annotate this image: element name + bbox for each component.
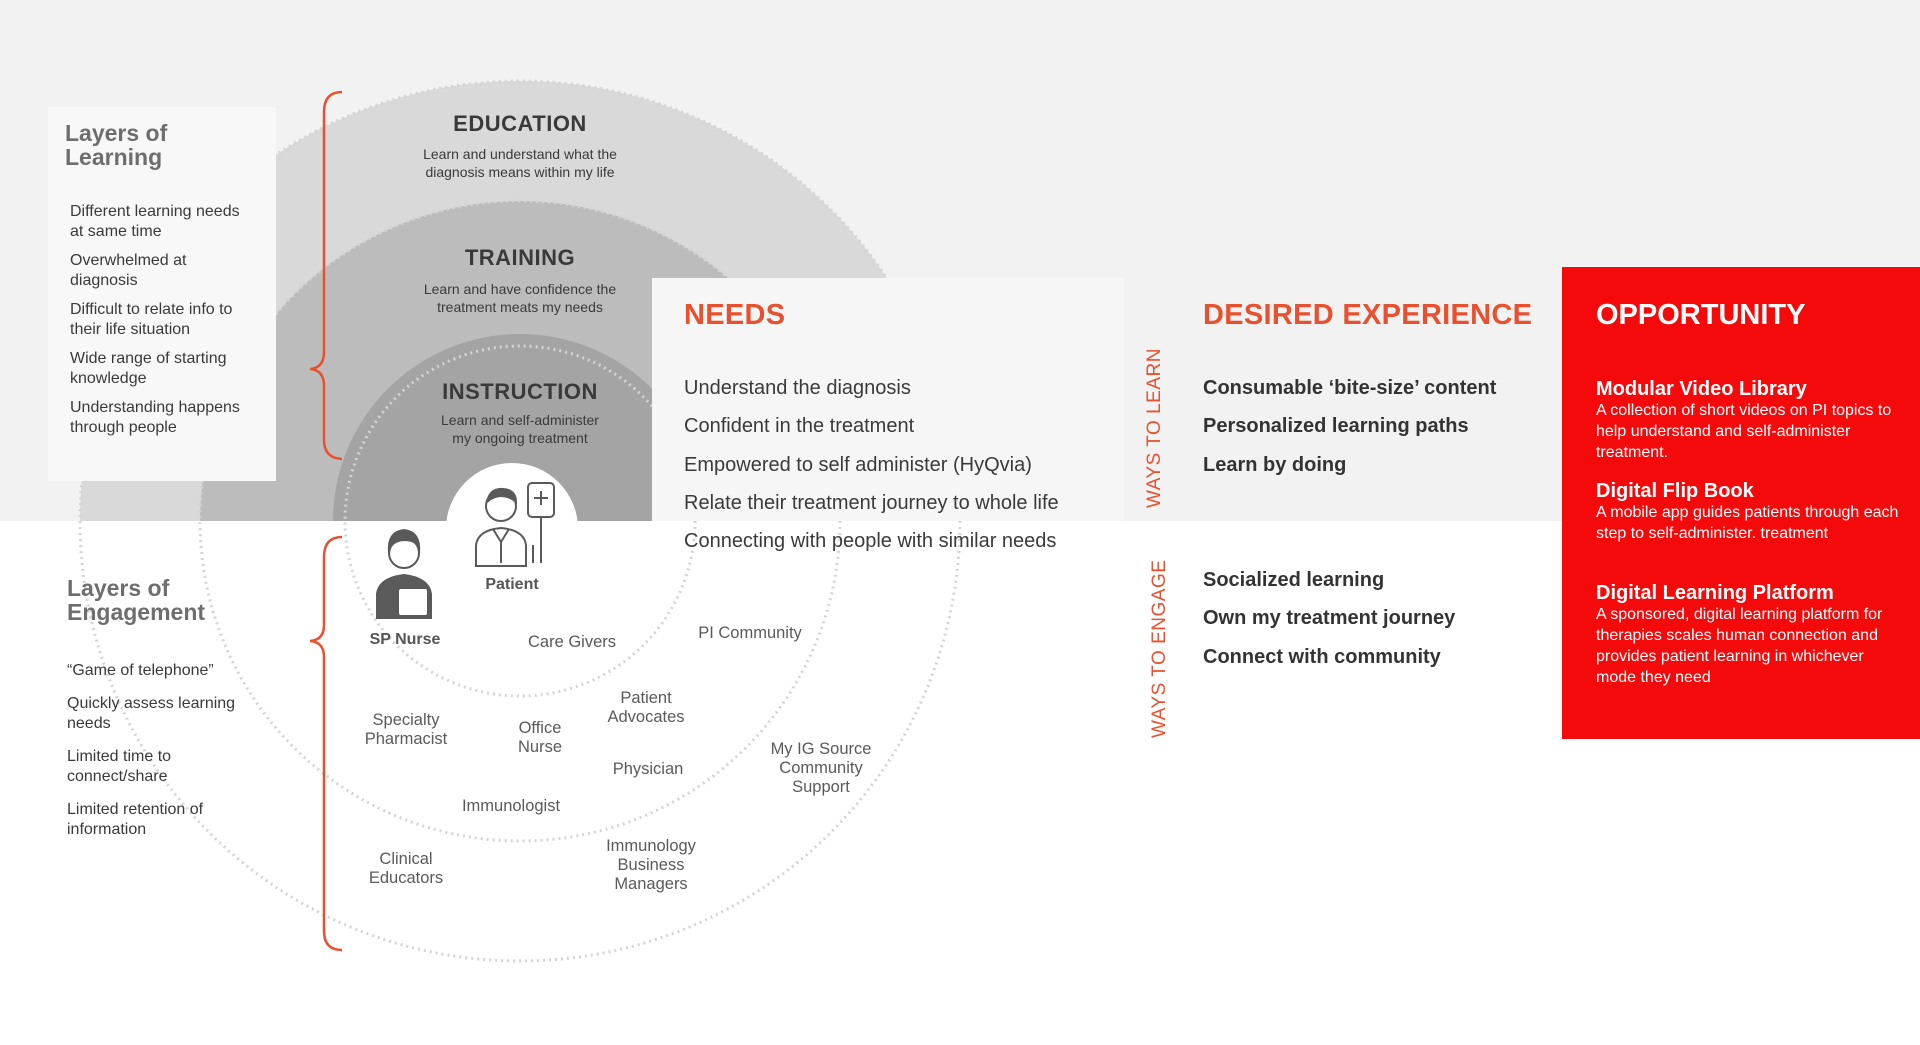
engage-item: Socialized learning xyxy=(1203,569,1385,591)
ways-to-learn-label: WAYS TO LEARN xyxy=(1144,348,1165,508)
needs-title: NEEDS xyxy=(684,299,786,331)
sp-nurse-icon xyxy=(377,530,431,618)
learn-item: Learn by doing xyxy=(1203,454,1347,476)
pi-community-label: PI Community xyxy=(698,624,802,642)
engage-item: Connect with community xyxy=(1203,646,1441,668)
immunologist-label: Immunologist xyxy=(461,797,561,815)
needs-item: Empowered to self administer (HyQvia) xyxy=(684,454,1032,476)
learning-item: Overwhelmed at diagnosis xyxy=(70,252,187,289)
my-ig-source-label: My IG Source Community Support xyxy=(770,740,872,796)
engagement-item: Limited time to connect/share xyxy=(67,748,172,785)
training-desc: Learn and have confidence the treatment meats my needs xyxy=(423,281,617,315)
engage-item: Own my treatment journey xyxy=(1203,607,1456,629)
learning-item: Understanding happens through people xyxy=(70,399,240,436)
instruction-desc: Learn and self-administer my ongoing treatment xyxy=(441,412,599,446)
ways-to-engage-label: WAYS TO ENGAGE xyxy=(1149,559,1170,738)
opportunity-item-title: Modular Video Library xyxy=(1596,378,1807,400)
needs-item: Connecting with people with similar needs xyxy=(684,530,1057,552)
specialty-pharmacist-label: Specialty Pharmacist xyxy=(364,711,448,748)
engagement-item: “Game of telephone” xyxy=(67,662,214,679)
learning-item: Different learning needs at same time xyxy=(70,203,240,240)
learning-item: Wide range of starting knowledge xyxy=(70,350,227,387)
care-givers-label: Care Givers xyxy=(527,633,617,651)
opportunity-item-desc: A mobile app guides patients through each step to self-administer. treatment xyxy=(1596,504,1899,542)
opportunity-item-desc: A sponsored, digital learning platform for therapies scales human connection and provides patient learning in whichever mode they need xyxy=(1596,606,1883,686)
opportunity-item-learning-platform xyxy=(1596,582,1901,688)
learn-item: Personalized learning paths xyxy=(1203,415,1469,437)
office-nurse-label: Office Nurse xyxy=(517,719,562,756)
layers-of-engagement-list xyxy=(67,661,257,849)
clinical-educators-label: Clinical Educators xyxy=(368,850,444,887)
needs-item: Confident in the treatment xyxy=(684,415,915,437)
opportunity-item-desc: A collection of short videos on PI topics to help understand and self-administer treatment. xyxy=(1596,402,1892,461)
sp-nurse-label: SP Nurse xyxy=(369,631,441,648)
patient-label: Patient xyxy=(485,576,539,593)
opportunity-item-title: Digital Learning Platform xyxy=(1596,582,1834,604)
instruction-title: INSTRUCTION xyxy=(442,379,598,404)
needs-item: Relate their treatment journey to whole life xyxy=(684,492,1059,514)
engagement-bracket xyxy=(310,537,342,950)
engagement-item: Quickly assess learning needs xyxy=(67,695,236,732)
layers-of-learning-title: Layers of Learning xyxy=(65,120,168,170)
training-title: TRAINING xyxy=(464,245,576,270)
opportunity-item-title: Digital Flip Book xyxy=(1596,480,1754,502)
opportunity-item-video-library xyxy=(1596,378,1901,463)
opportunity-title: OPPORTUNITY xyxy=(1596,299,1806,331)
desired-experience-title: DESIRED EXPERIENCE xyxy=(1203,299,1533,331)
immunology-business-managers-label: Immunology Business Managers xyxy=(606,837,696,893)
needs-item: Understand the diagnosis xyxy=(684,377,911,399)
learning-item: Difficult to relate info to their life situation xyxy=(70,301,233,338)
education-desc: Learn and understand what the diagnosis means within my life xyxy=(423,146,617,180)
layers-of-engagement-title: Layers of Engagement xyxy=(67,575,206,625)
patient-advocates-label: Patient Advocates xyxy=(607,689,685,726)
learn-item: Consumable ‘bite-size’ content xyxy=(1203,377,1497,399)
layers-of-learning-list xyxy=(70,202,255,447)
physician-label: Physician xyxy=(612,760,684,778)
opportunity-item-flip-book xyxy=(1596,480,1901,544)
engagement-item: Limited retention of information xyxy=(67,801,204,838)
education-title: EDUCATION xyxy=(453,111,587,136)
